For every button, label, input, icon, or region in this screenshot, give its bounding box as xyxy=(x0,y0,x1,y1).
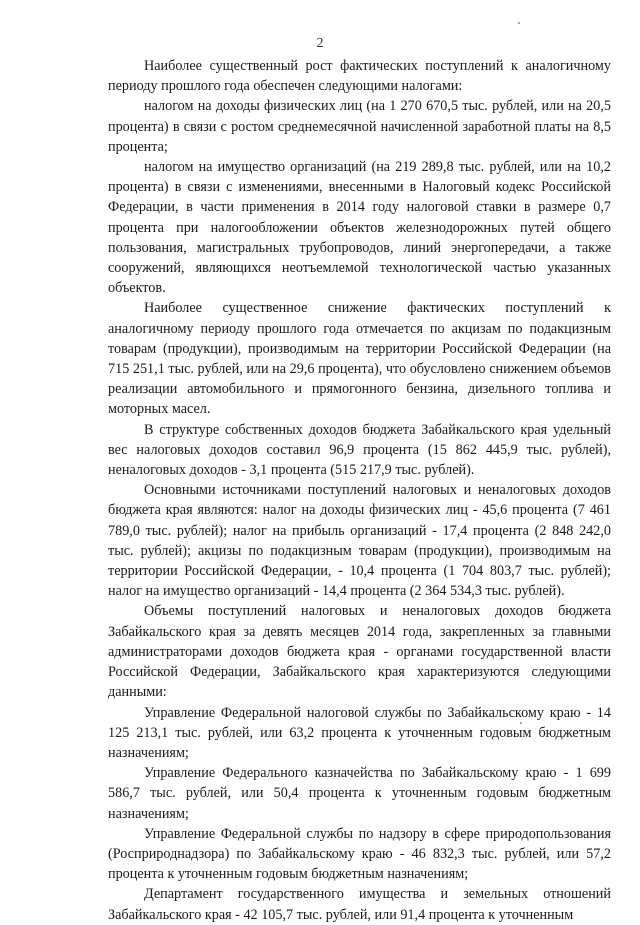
paragraph-main-sources: Основными источниками поступлений налоговых и неналоговых доходов бюджета края являются: налог на доходы физических лиц - 45,6 процента (7 461 789,0 тыс. рублей); налог на прибыль организаций - 17,4 процента (2 848 242,0 тыс. рублей); акцизы по подакцизным товарам (продукции), производимым на территории Российской Федерации, - 10,4 процента (1 704 803,7 тыс. рублей); налог на имущество организаций - 14,4 процента (2 364 534,3 тыс. рублей). xyxy=(108,482,611,600)
paragraph-property-tax-growth: налогом на имущество организаций (на 219 289,8 тыс. рублей, или на 10,2 процента) в связи с изменениями, внесенными в Налоговый кодекс Российской Федерации, в части применения в 2014 году налоговой ставки в размере 0,7 процента при налогообложении объектов железнодорожных путей общего пользования, магистральных трубопроводов, линий энергопередачи, а также сооружений, являющихся неотъемлемой технологической частью указанных объектов. xyxy=(108,159,611,297)
scan-speck xyxy=(518,22,520,24)
paragraph-administrators-intro: Объемы поступлений налоговых и неналоговых доходов бюджета Забайкальского края за девять месяцев 2014 года, закрепленных за главными администраторами доходов бюджета края - органами государственной власти Российской Федерации, Забайкальского края характеризуются следующими данными: xyxy=(108,603,611,701)
paragraph-rosprirodnadzor: Управление Федеральной службы по надзору в сфере природопользования (Росприроднадзора) по Забайкальскому краю - 46 832,3 тыс. рублей, или 57,2 процента к уточненным годовым бюджетным назначениям; xyxy=(108,825,611,883)
paragraph-ndfl-growth: налогом на доходы физических лиц (на 1 270 670,5 тыс. рублей, или на 20,5 процента) в связи с ростом среднемесячной начисленной заработной платы на 8,5 процента; xyxy=(108,98,611,155)
document-body xyxy=(108,56,611,925)
page-number: 2 xyxy=(316,36,324,51)
scan-speck xyxy=(520,722,522,724)
paragraph-treasury: Управление Федерального казначейства по Забайкальскому краю - 1 699 586,7 тыс. рублей, или 50,4 процента к уточненным годовым бюджетным назначениям; xyxy=(108,765,611,822)
paragraph-excise-decline: Наиболее существенное снижение фактических поступлений к аналогичному периоду прошлого года отмечается по акцизам по подакцизным товарам (продукции), производимым на территории Российской Федерации (на 715 251,1 тыс. рублей, или на 29,6 процента), что обусловлено снижением объемов реализации автомобильного и прямогонного бензина, дизельного топлива и моторных масел. xyxy=(108,300,611,418)
paragraph-tax-service: Управление Федеральной налоговой службы по Забайкальскому краю - 14 125 213,1 тыс. рублей, или 63,2 процента к уточненным годовым бюджетным назначениям; xyxy=(108,704,611,761)
paragraph-revenue-structure: В структуре собственных доходов бюджета Забайкальского края удельный вес налоговых доходов составил 96,9 процента (15 862 445,9 тыс. рублей), неналоговых доходов - 3,1 процента (515 217,9 тыс. рублей). xyxy=(108,421,611,479)
paragraph-growth-intro: Наиболее существенный рост фактических поступлений к аналогичному периоду прошлого года обеспечен следующими налогами: xyxy=(108,58,611,95)
paragraph-property-department: Департамент государственного имущества и земельных отношений Забайкальского края - 42 105,7 тыс. рублей, или 91,4 процента к уточненным xyxy=(108,886,611,923)
